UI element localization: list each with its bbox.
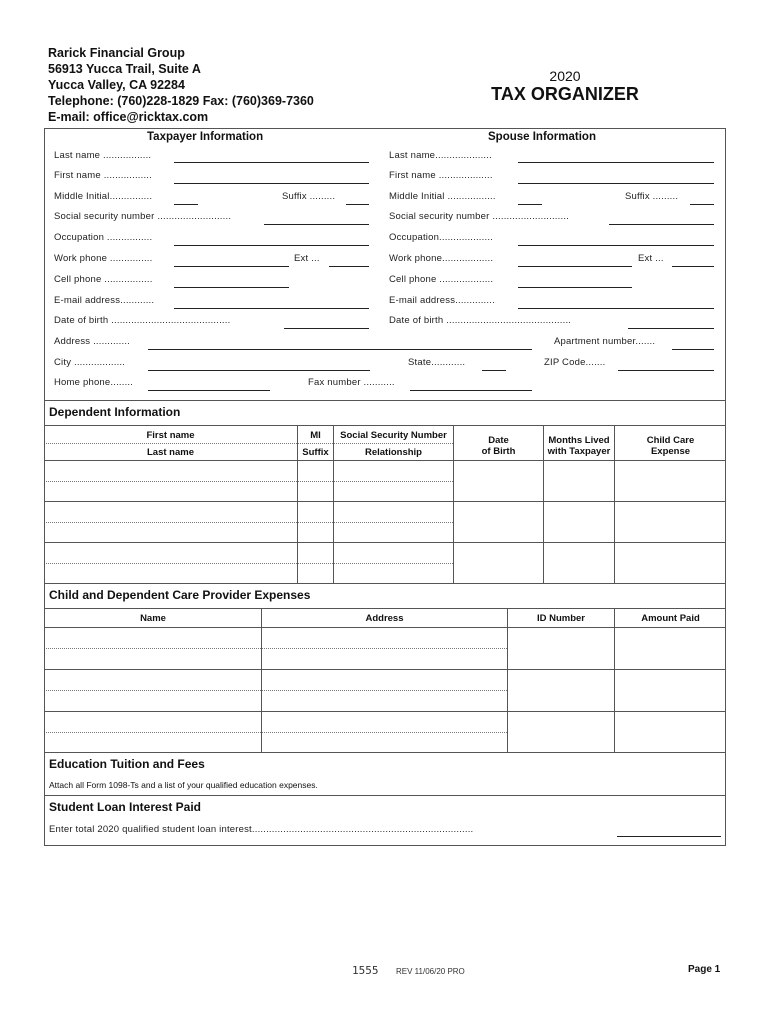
sp-first-name-label: First name ................... (389, 170, 493, 181)
firm-phone: Telephone: (760)228-1829 Fax: (760)369-7360 (48, 94, 314, 108)
sp-occupation-field[interactable] (518, 245, 714, 246)
dep-col-months-1: Months Lived (548, 435, 610, 446)
tp-ssn-field[interactable] (264, 224, 369, 225)
dep-row-rule (44, 460, 726, 461)
dep-row-dotted (46, 563, 453, 564)
tp-last-name-field[interactable] (174, 162, 369, 163)
sp-work-phone-field[interactable] (518, 266, 632, 267)
apt-field[interactable] (672, 349, 714, 350)
tp-dob-label: Date of birth .......................................... (54, 315, 231, 326)
student-loan-heading: Student Loan Interest Paid (49, 800, 202, 814)
sp-ssn-label: Social security number ........................... (389, 211, 569, 222)
tp-work-phone-label: Work phone ............... (54, 253, 153, 264)
dep-row-dotted (46, 522, 453, 523)
tp-ext-field[interactable] (329, 266, 369, 267)
fax-field[interactable] (410, 390, 532, 391)
dep-col-months-2: with Taxpayer (547, 446, 611, 457)
tp-suffix-field[interactable] (346, 204, 369, 205)
dependents-top-rule (44, 425, 726, 426)
home-phone-field[interactable] (148, 390, 270, 391)
tp-cell-field[interactable] (174, 287, 289, 288)
tp-email-label: E-mail address............ (54, 295, 155, 306)
tp-first-name-label: First name ................. (54, 170, 152, 181)
dep-col-care-1: Child Care (646, 435, 695, 446)
dep-col-first: First name (146, 430, 195, 441)
care-heading: Child and Dependent Care Provider Expenses (49, 588, 311, 602)
city-label: City .................. (54, 357, 126, 368)
sp-cell-field[interactable] (518, 287, 632, 288)
care-col-id: ID Number (536, 613, 586, 624)
firm-name: Rarick Financial Group (48, 46, 185, 60)
dependents-heading: Dependent Information (49, 405, 181, 419)
form-title: TAX ORGANIZER (491, 84, 639, 104)
student-loan-field[interactable] (617, 836, 721, 837)
sp-suffix-field[interactable] (690, 204, 714, 205)
student-loan-label: Enter total 2020 qualified student loan interest.............................................................................. (49, 824, 474, 835)
care-row-dotted (46, 690, 507, 691)
tp-dob-field[interactable] (284, 328, 369, 329)
care-col-address: Address (365, 613, 404, 624)
dep-row-rule (44, 501, 726, 502)
education-bottom-rule (44, 795, 726, 796)
tp-last-name-label: Last name ................. (54, 150, 152, 161)
tp-work-phone-field[interactable] (174, 266, 289, 267)
zip-field[interactable] (618, 370, 714, 371)
sp-ssn-field[interactable] (609, 224, 714, 225)
firm-address-1: 56913 Yucca Trail, Suite A (48, 62, 201, 76)
fax-label: Fax number ........... (308, 377, 395, 388)
care-col-divider (261, 608, 262, 752)
zip-label: ZIP Code....... (544, 357, 606, 368)
sp-dob-field[interactable] (628, 328, 714, 329)
dep-row-rule (44, 542, 726, 543)
care-row-rule (44, 752, 726, 753)
education-note: Attach all Form 1098-Ts and a list of your qualified education expenses. (49, 780, 318, 790)
dep-row-dotted (46, 481, 453, 482)
dep-col-relationship: Relationship (364, 447, 422, 458)
address-field[interactable] (148, 349, 532, 350)
sp-dob-label: Date of birth ............................................ (389, 315, 572, 326)
education-heading: Education Tuition and Fees (49, 757, 205, 771)
tp-first-name-field[interactable] (174, 183, 369, 184)
dep-col-dob-2: of Birth (481, 446, 516, 457)
sp-cell-label: Cell phone ................... (389, 274, 494, 285)
spouse-heading: Spouse Information (488, 131, 596, 143)
sp-email-field[interactable] (518, 308, 714, 309)
dep-row-rule (44, 583, 726, 584)
sp-ext-label: Ext ... (638, 253, 664, 264)
care-row-dotted (46, 732, 507, 733)
care-col-divider (614, 608, 615, 752)
tp-occupation-field[interactable] (174, 245, 369, 246)
care-row-rule (44, 627, 726, 628)
sp-suffix-label: Suffix ......... (625, 191, 679, 202)
sp-last-name-label: Last name.................... (389, 150, 492, 161)
state-field[interactable] (482, 370, 506, 371)
care-col-divider (507, 608, 508, 752)
city-field[interactable] (148, 370, 370, 371)
dep-col-suffix: Suffix (302, 447, 329, 458)
care-row-rule (44, 669, 726, 670)
care-col-amount: Amount Paid (641, 613, 700, 624)
sp-email-label: E-mail address.............. (389, 295, 495, 306)
sp-middle-field[interactable] (518, 204, 542, 205)
care-col-name: Name (140, 613, 166, 624)
firm-email: E-mail: office@ricktax.com (48, 110, 209, 124)
care-top-rule (44, 608, 726, 609)
firm-address-2: Yucca Valley, CA 92284 (48, 78, 185, 92)
dep-header-dotted-rule (46, 443, 453, 444)
dep-col-ssn: Social Security Number (340, 430, 447, 441)
apt-label: Apartment number....... (554, 336, 656, 347)
tp-middle-label: Middle Initial............... (54, 191, 153, 202)
address-label: Address ............. (54, 336, 131, 347)
tp-ssn-label: Social security number .......................... (54, 211, 232, 222)
revision: REV 11/06/20 PRO (396, 967, 465, 976)
home-phone-label: Home phone........ (54, 377, 134, 388)
state-label: State............ (408, 357, 466, 368)
care-row-rule (44, 711, 726, 712)
page-number: Page 1 (688, 964, 721, 975)
sp-ext-field[interactable] (672, 266, 714, 267)
sp-last-name-field[interactable] (518, 162, 714, 163)
tp-suffix-label: Suffix ......... (282, 191, 336, 202)
form-year: 2020 (549, 68, 581, 84)
form-number: 1555 (352, 964, 379, 977)
dep-col-last: Last name (147, 447, 194, 458)
sp-work-phone-label: Work phone.................. (389, 253, 494, 264)
dep-col-care-2: Expense (650, 446, 691, 457)
care-row-dotted (46, 648, 507, 649)
tp-occupation-label: Occupation ................ (54, 232, 153, 243)
tp-email-field[interactable] (174, 308, 369, 309)
sp-first-name-field[interactable] (518, 183, 714, 184)
tp-middle-field[interactable] (174, 204, 198, 205)
dep-col-mi: MI (310, 430, 321, 441)
sp-middle-label: Middle Initial ................. (389, 191, 496, 202)
dep-col-dob-1: Date (488, 435, 509, 446)
sp-occupation-label: Occupation................... (389, 232, 494, 243)
tp-cell-label: Cell phone ................. (54, 274, 153, 285)
divider (44, 400, 726, 401)
tp-ext-label: Ext ... (294, 253, 320, 264)
taxpayer-heading: Taxpayer Information (147, 131, 264, 143)
